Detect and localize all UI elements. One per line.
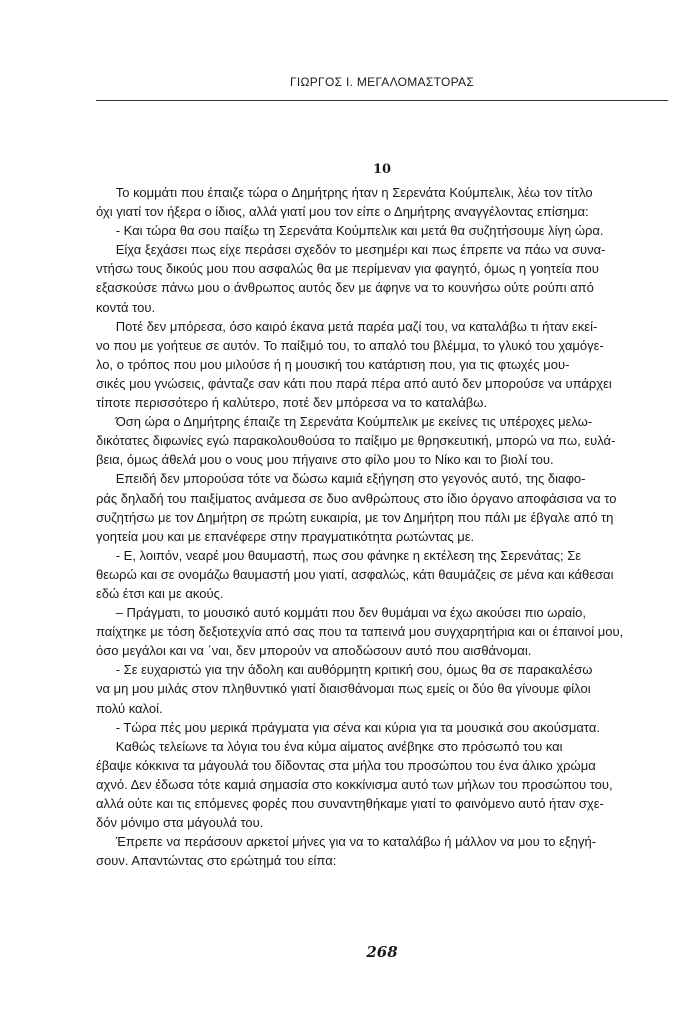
text-line: - Ε, λοιπόν, νεαρέ μου θαυμαστή, πως σου φάνηκε η εκτέλεση της Σερενάτας; Σε xyxy=(115,547,582,563)
text-line: παίχτηκε με τόση δεξιοτεχνία από σας που τα ταπεινά μου συγχαρητήρια και οι έπαινοί μου, xyxy=(96,624,624,640)
running-header: ΓΙΩΡΓΟΣ Ι. ΜΕΓΑΛΟΜΑΣΤΟΡΑΣ xyxy=(289,75,475,89)
text-line: πολύ καλοί. xyxy=(96,700,163,716)
text-line: - Σε ευχαριστώ για την άδολη και αυθόρμητη κριτική σου, όμως θα σε παρακαλέσω xyxy=(115,662,593,678)
text-line: κοντά του. xyxy=(96,299,156,315)
text-line: - Και τώρα θα σου παίξω τη Σερενάτα Κούμπελικ και μετά θα συζητήσουμε λίγη ώρα. xyxy=(115,223,604,239)
text-line: εξασκούσε πάνω μου ο άνθρωπος αυτός δεν με άφηνε να το κουνήσω ούτε ρούπι από xyxy=(96,280,594,296)
body-text xyxy=(96,183,676,870)
text-line: Όση ώρα ο Δημήτρης έπαιζε τη Σερενάτα Κούμπελικ με εκείνες τις υπέροχες μελω- xyxy=(115,414,593,430)
page-number: 268 xyxy=(366,943,398,961)
text-line: όχι γιατί τον ήξερα ο ίδιος, αλλά γιατί μου τον είπε ο Δημήτρης αναγγέλοντας επίσημα: xyxy=(96,204,589,220)
text-line: – Πράγματι, το μουσικό αυτό κομμάτι που δεν θυμάμαι να έχω ακούσει πιο ωραίο, xyxy=(115,605,586,621)
text-line: βεια, όμως άθελά μου ο νους μου πήγαινε στο φίλο μου το Νίκο και το βιολί του. xyxy=(96,452,554,468)
text-line: ντήσω τους δικούς μου που ασφαλώς θα με περίμεναν για φαγητό, όμως η γοητεία που xyxy=(96,261,599,277)
text-line: - Τώρα πές μου μερικά πράγματα για σένα και κύρια για τα μουσικά σου ακούσματα. xyxy=(115,719,601,735)
text-line: συζητήσω με τον Δημήτρη σε πρώτη ευκαιρία, με τον Δημήτρη που πάλι με έβγαλε από τη xyxy=(96,509,614,525)
text-line: αλλά ούτε και τις επόμενες φορές που συναντηθήκαμε γιατί το φαινόμενο αυτό ήταν σχε- xyxy=(96,796,604,811)
text-line: Καθώς τελείωνε τα λόγια του ένα κύμα αίματος ανέβηκε στο πρόσωπό του και xyxy=(115,738,563,754)
text-line: αχνό. Δεν έδωσα τότε καμιά σημασία στο κοκκίνισμα αυτό των μήλων του προσώπου του, xyxy=(96,776,613,792)
text-line: θεωρώ και σε ονομάζω θαυμαστή μου γιατί, ασφαλώς, κάτι θαυμάζεις σε μένα και κάθεσαι xyxy=(96,566,614,582)
text-line: ράς δηλαδή του παιξίματος ανάμεσα σε δυο ανθρώπους στο ίδιο όργανο αποφάσισα να το xyxy=(96,490,617,506)
text-line: σικές μου γνώσεις, φάνταζε σαν κάτι που παρά πέρα από αυτό δεν μπορούσε να υπάρχει xyxy=(96,375,612,391)
text-line: εδώ έτσι και με ακούς. xyxy=(96,585,224,601)
header-rule xyxy=(96,100,668,101)
text-line: σουν. Απαντώντας στο ερώτημά του είπα: xyxy=(96,853,337,869)
text-line: Το κομμάτι που έπαιζε τώρα ο Δημήτρης ήταν η Σερενάτα Κούμπελικ, λέω τον τίτλο xyxy=(115,185,593,200)
text-line: να μη μου μιλάς στον πληθυντικό γιατί διαισθάνομαι πως εμείς οι δύο θα γίνουμε φίλοι xyxy=(96,681,591,697)
text-line: Είχα ξεχάσει πως είχε περάσει σχεδόν το μεσημέρι και πως έπρεπε να πάω να συνα- xyxy=(115,242,606,258)
text-line: τίποτε περισσότερο ή καλύτερο, ποτέ δεν μπόρεσα να το καταλάβω. xyxy=(96,395,487,411)
text-line: γοητεία μου και με επανέφερε στην πραγματικότητα ρωτώντας με. xyxy=(96,528,475,544)
text-line: λο, ο τρόπος που μου μιλούσε ή η μουσική του κατάρτιση που, για τις φτωχές μου- xyxy=(96,356,570,372)
text-line: Επειδή δεν μπορούσα τότε να δώσω καμιά εξήγηση στο γεγονός αυτό, της διαφο- xyxy=(115,471,586,487)
section-number: 10 xyxy=(372,162,392,177)
text-line: δόν μόνιμο στα μάγουλά του. xyxy=(96,815,264,831)
text-line: Ποτέ δεν μπόρεσα, όσο καιρό έκανα μετά παρέα μαζί του, να καταλάβω τι ήταν εκεί- xyxy=(115,318,598,334)
text-line: όσο μεγάλοι και να ΄ναι, δεν μπορούν να αποδώσουν αυτό που αισθάνομαι. xyxy=(96,643,532,659)
text-line: Έπρεπε να περάσουν αρκετοί μήνες για να το καταλάβω ή μάλλον να μου το εξηγή- xyxy=(115,834,597,850)
text-line: νο που με γοήτευε σε αυτόν. Το παίξιμό του, το απαλό του βλέμμα, το γλυκό του χαμόγε- xyxy=(96,337,604,353)
text-line: έβαψε κόκκινα τα μάγουλά του δίδοντας στα μήλα του προσώπου του ένα άλικο χρώμα xyxy=(96,757,596,773)
text-line: δικότατες διφωνίες εγώ παρακολουθούσα το παίξιμο με θρησκευτική, μπορώ να πω, ευλά- xyxy=(96,433,616,449)
